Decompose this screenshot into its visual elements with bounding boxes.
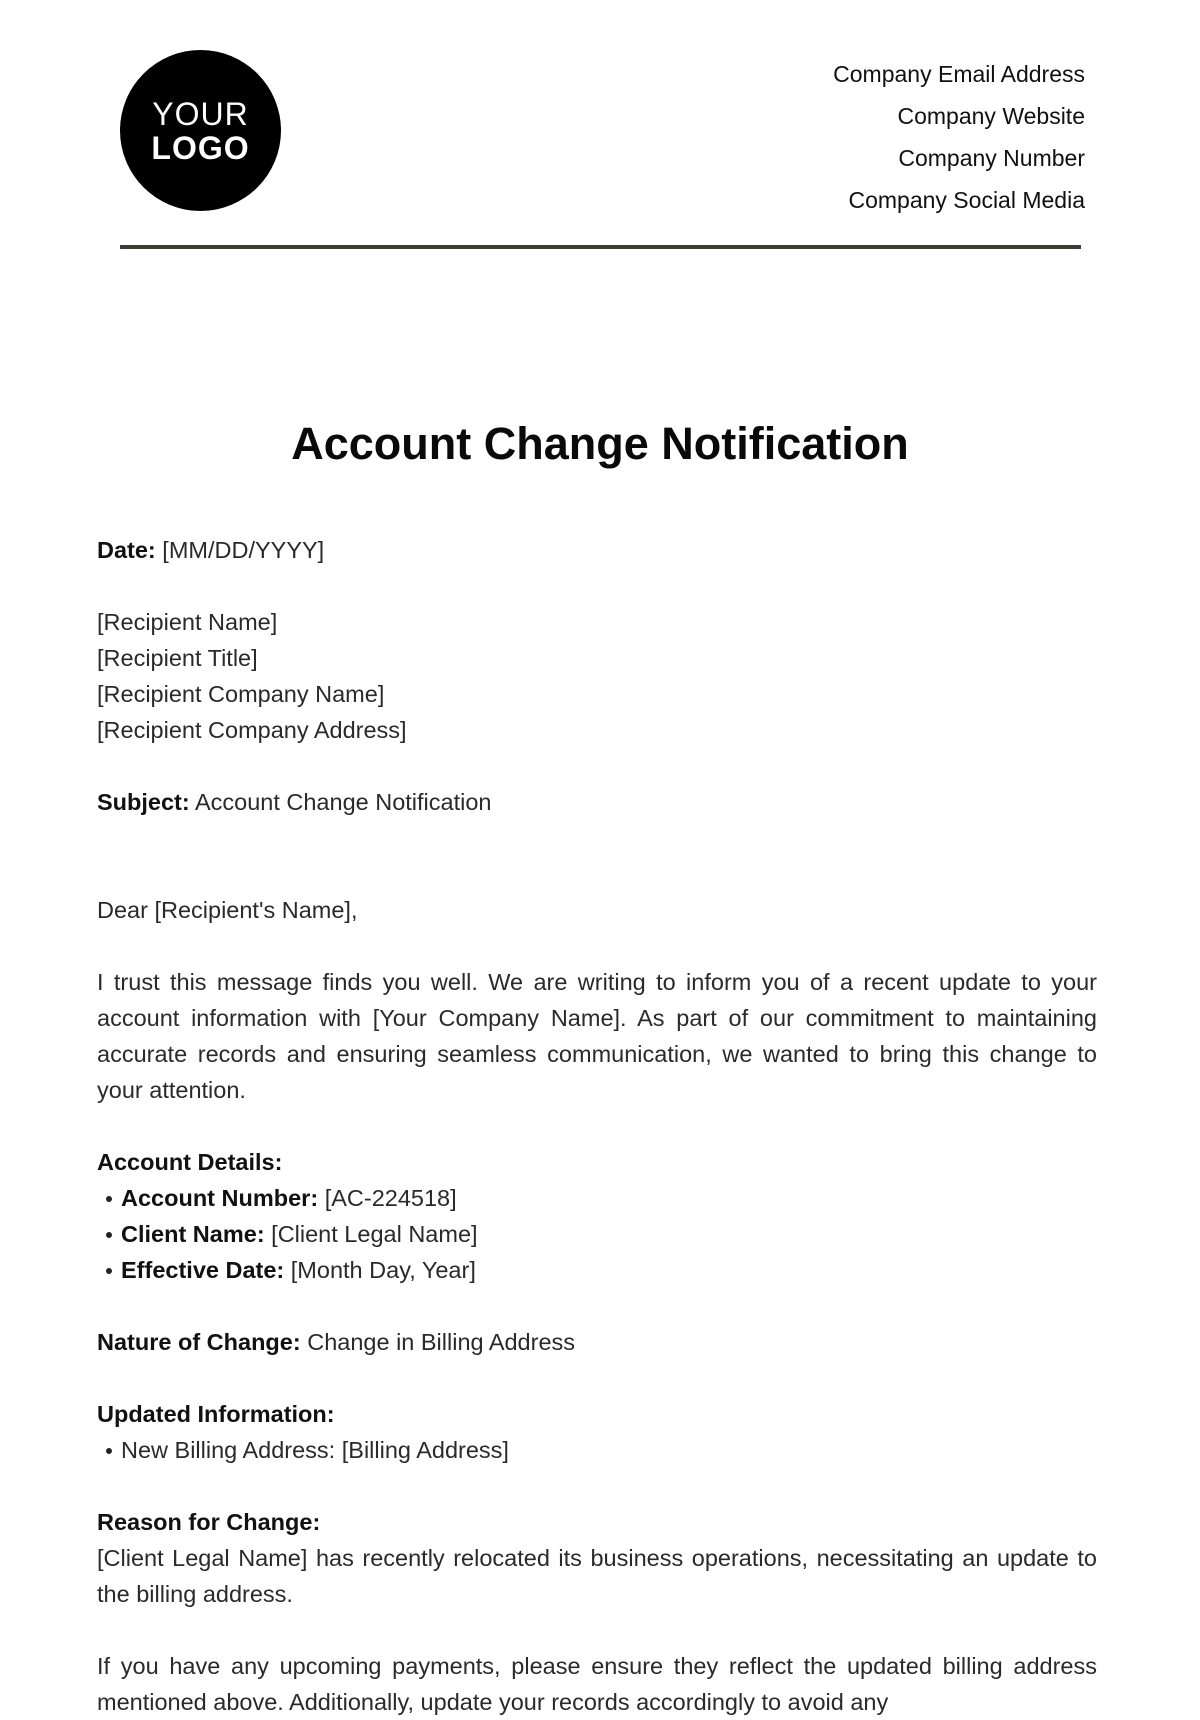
header-divider: [120, 245, 1081, 249]
client-name-label: Client Name:: [121, 1221, 265, 1247]
salutation: Dear [Recipient's Name],: [97, 897, 358, 923]
company-number: Company Number: [898, 145, 1085, 171]
date-label: Date:: [97, 537, 156, 563]
list-item: [97, 1252, 1097, 1288]
subject-label: Subject:: [97, 789, 190, 815]
account-number-label: Account Number:: [121, 1185, 319, 1211]
company-contact-block: [833, 53, 1085, 221]
intro-paragraph: I trust this message finds you well. We are writing to inform you of a recent update to your account information with [Your Company Name]. As part of our commitment to maintaining accurate records and ensuring seamless communication, we wanted to bring this change to your attention.: [97, 969, 1097, 1103]
nature-of-change-line: [97, 1324, 1097, 1360]
updated-information-list: [97, 1432, 1097, 1468]
company-email: Company Email Address: [833, 61, 1085, 87]
recipient-title: [Recipient Title]: [97, 645, 258, 671]
account-number-value: [AC-224518]: [324, 1185, 457, 1211]
nature-of-change-label: Nature of Change:: [97, 1329, 301, 1355]
closing-paragraph: If you have any upcoming payments, please ensure they reflect the updated billing address mentioned above. Additionally, update your records accordingly to avoid any: [97, 1653, 1097, 1715]
date-line: [97, 532, 1097, 568]
reason-text: [Client Legal Name] has recently relocated its business operations, necessitating an update to the billing address.: [97, 1545, 1097, 1607]
list-item: New Billing Address: [Billing Address]: [97, 1432, 1097, 1468]
list-item: [97, 1180, 1097, 1216]
client-name-value: [Client Legal Name]: [271, 1221, 478, 1247]
recipient-company: [Recipient Company Name]: [97, 681, 385, 707]
company-website: Company Website: [897, 103, 1085, 129]
nature-of-change-value: Change in Billing Address: [307, 1329, 576, 1355]
document-title: Account Change Notification: [291, 418, 909, 469]
recipient-address: [Recipient Company Address]: [97, 717, 407, 743]
list-item: [97, 1216, 1097, 1252]
effective-date-label: Effective Date:: [121, 1257, 285, 1283]
logo-line-2: LOGO: [151, 129, 250, 166]
account-details-list: [97, 1180, 1097, 1288]
company-logo: [120, 50, 281, 211]
letter-body: [97, 532, 1097, 1720]
date-value: [MM/DD/YYYY]: [162, 537, 325, 563]
recipient-name: [Recipient Name]: [97, 609, 278, 635]
effective-date-value: [Month Day, Year]: [290, 1257, 476, 1283]
subject-line: [97, 784, 1097, 820]
reason-heading: Reason for Change:: [97, 1509, 321, 1535]
logo-line-1: YOUR: [152, 95, 249, 132]
updated-information-heading: Updated Information:: [97, 1401, 335, 1427]
subject-value: Account Change Notification: [194, 789, 492, 815]
company-social-media: Company Social Media: [848, 187, 1085, 213]
account-details-heading: Account Details:: [97, 1149, 283, 1175]
